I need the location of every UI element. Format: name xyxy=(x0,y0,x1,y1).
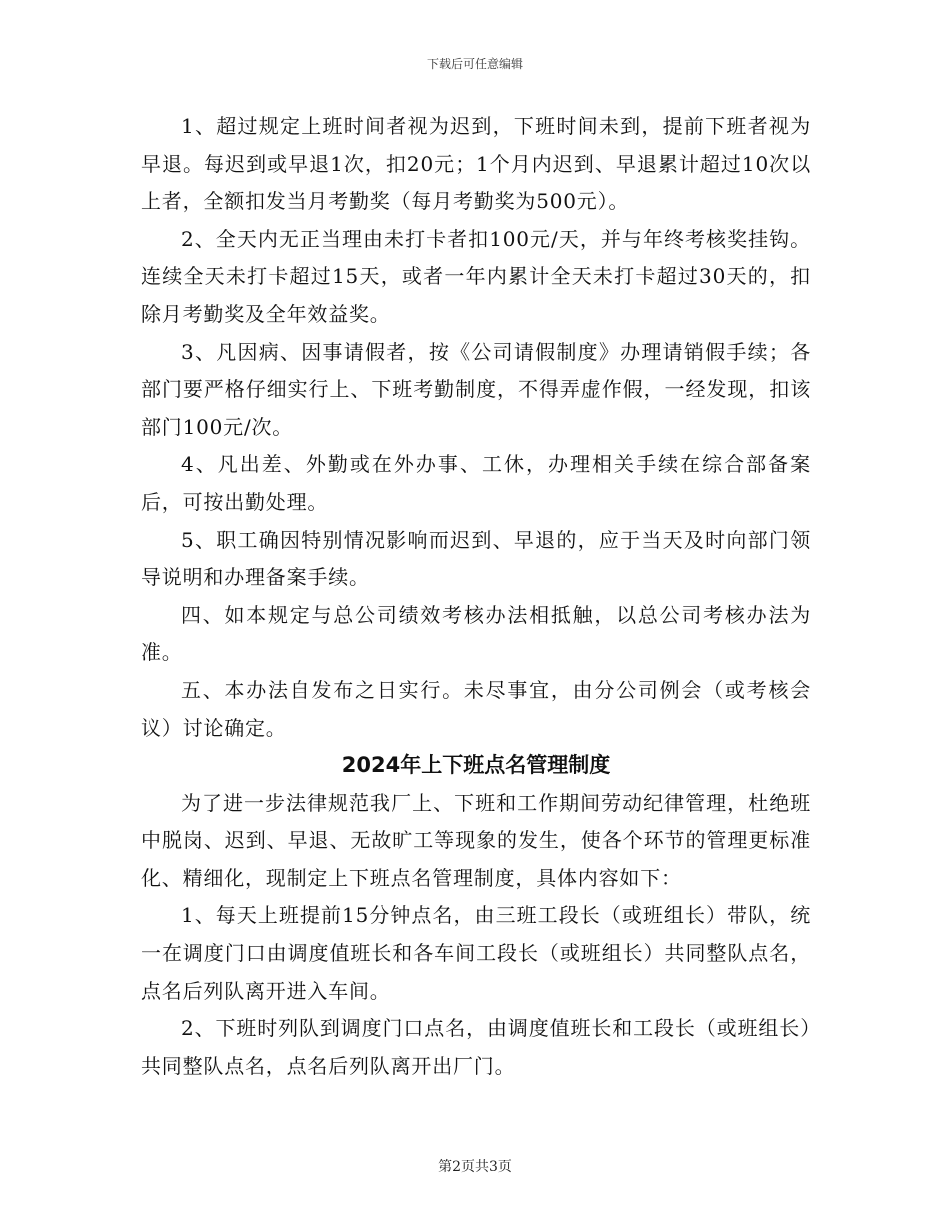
paragraph: 4、凡出差、外勤或在外办事、工休，办理相关手续在综合部备案后，可按出勤处理。 xyxy=(141,452,811,514)
paragraph: 2、下班时列队到调度门口点名，由调度值班长和工段长（或班组长）共同整队点名，点名后列队离开出厂门。 xyxy=(141,1016,811,1078)
paragraph: 3、凡因病、因事请假者，按《公司请假制度》办理请销假手续；各部门要严格仔细实行上、下班考勤制度，不得弄虚作假，一经发现，扣该部门100元/次。 xyxy=(141,339,811,439)
paragraph: 5、职工确因特别情况影响而迟到、早退的，应于当天及时向部门领导说明和办理备案手续。 xyxy=(141,527,811,590)
paragraph: 1、超过规定上班时间者视为迟到，下班时间未到，提前下班者视为早退。每迟到或早退1次，扣20元；1个月内迟到、早退累计超过10次以上者，全额扣发当月考勤奖（每月考勤奖为500元）。 xyxy=(141,114,811,214)
paragraph: 四、如本规定与总公司绩效考核办法相抵触，以总公司考核办法为准。 xyxy=(141,602,811,665)
header-note: 下载后可任意编辑 xyxy=(426,57,523,71)
paragraph: 五、本办法自发布之日实行。未尽事宜，由分公司例会（或考核会议）讨论确定。 xyxy=(141,677,811,740)
paragraph: 2、全天内无正当理由未打卡者扣100元/天，并与年终考核奖挂钩。连续全天未打卡超过15天，或者一年内累计全天未打卡超过30天的，扣除月考勤奖及全年效益奖。 xyxy=(141,226,811,326)
section-title: 2024年上下班点名管理制度 xyxy=(341,753,611,778)
page-footer: 第2页共3页 xyxy=(438,1159,512,1175)
paragraph: 1、每天上班提前15分钟点名，由三班工段长（或班组长）带队，统一在调度门口由调度值班长和各车间工段长（或班组长）共同整队点名，点名后列队离开进入车间。 xyxy=(141,903,811,1003)
paragraph: 为了进一步法律规范我厂上、下班和工作期间劳动纪律管理，杜绝班中脱岗、迟到、早退、无故旷工等现象的发生，使各个环节的管理更标准化、精细化，现制定上下班点名管理制度，具体内容如下： xyxy=(141,790,811,890)
document-body xyxy=(141,108,811,1085)
